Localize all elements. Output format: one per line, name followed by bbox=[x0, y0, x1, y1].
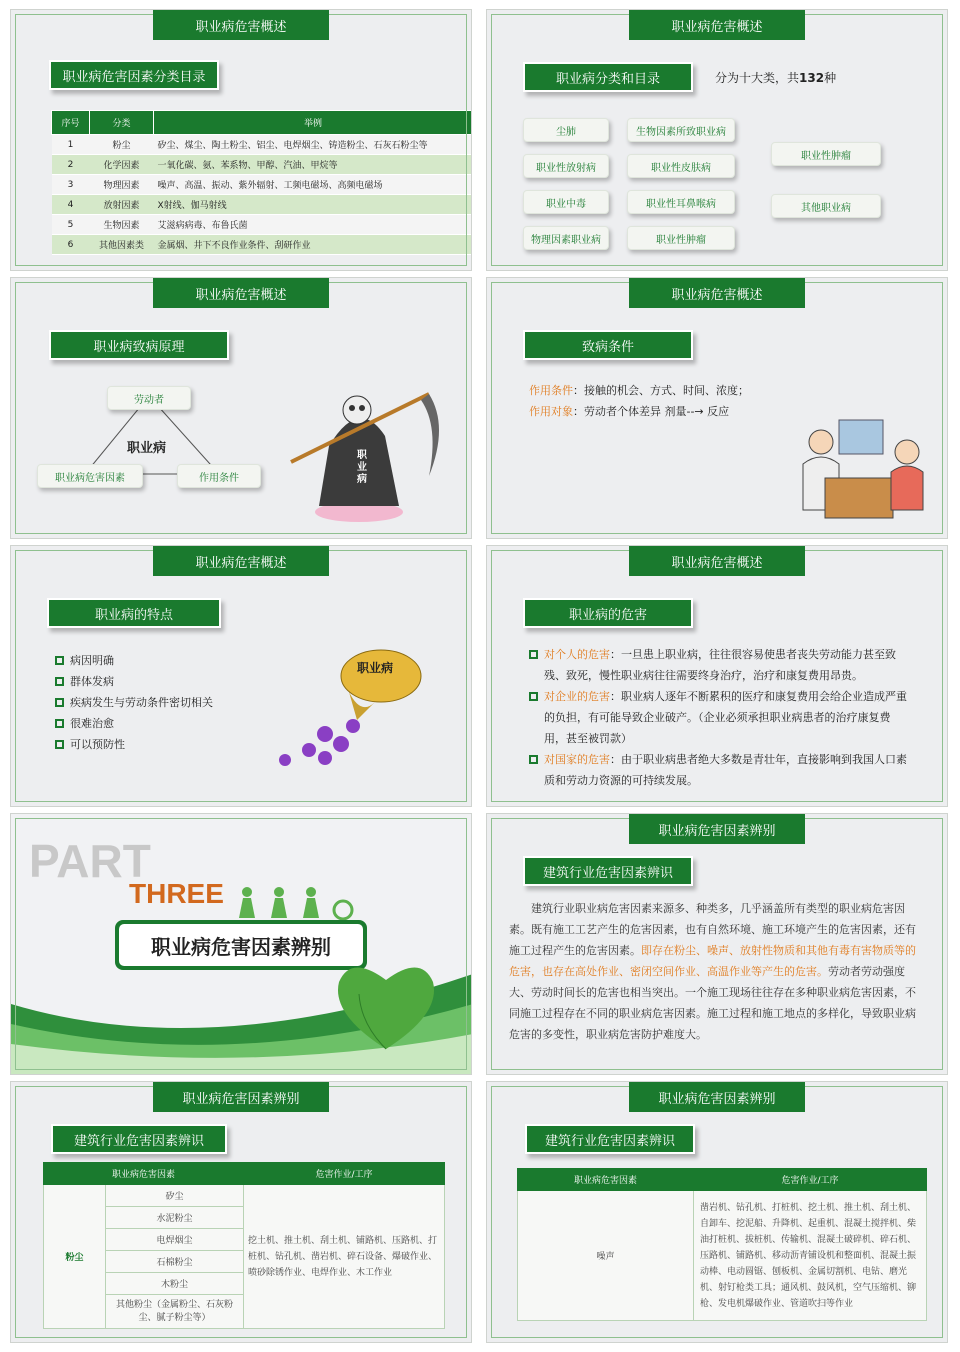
slide-6 bbox=[486, 545, 948, 807]
table-row: 其他粉尘（金属粉尘、石灰粉尘、腻子粉尘等） bbox=[44, 1295, 445, 1329]
table-row: 3 物理因素 噪声、高温、振动、紫外辐射、工频电磁场、高频电磁场 bbox=[52, 175, 473, 195]
category-pill: 职业性耳鼻喉病 bbox=[627, 190, 735, 214]
category-pill: 职业性放射病 bbox=[523, 154, 609, 178]
slide-header: 职业病危害概述 bbox=[629, 546, 805, 576]
section-title: 建筑行业危害因素辨识 bbox=[51, 1124, 227, 1154]
three-text: THREE bbox=[129, 878, 224, 909]
table-row: 粉尘 矽尘 挖土机、推土机、刮土机、铺路机、压路机、打桩机、钻孔机、凿岩机、碎石设备、爆破作业、喷砂除锈作业、电焊作业、木工作业 bbox=[44, 1185, 445, 1207]
category-note: 分为十大类，共132种 bbox=[715, 71, 837, 85]
slide-2 bbox=[486, 9, 948, 271]
reaper-illustration bbox=[289, 386, 459, 526]
slide-1 bbox=[10, 9, 472, 271]
slide-header: 职业病危害概述 bbox=[153, 546, 329, 576]
section-title: 职业病的危害 bbox=[523, 598, 693, 628]
section-title: 职业病致病原理 bbox=[49, 330, 229, 360]
slide-8 bbox=[486, 813, 948, 1075]
slide-header: 职业病危害概述 bbox=[153, 10, 329, 40]
hazard-table bbox=[51, 110, 472, 255]
feature-list bbox=[55, 650, 213, 755]
table-row: 2 化学因素 一氧化碳、氨、苯系物、甲醇、汽油、甲烷等 bbox=[52, 155, 473, 175]
table-row: 石棉粉尘 bbox=[44, 1251, 445, 1273]
condition-line-1: 作用条件：接触的机会、方式、时间、浓度； bbox=[529, 384, 749, 397]
section-title: 建筑行业危害因素辨识 bbox=[523, 856, 693, 886]
reaper-label: 职业病 bbox=[357, 450, 367, 485]
list-item: 群体发病 bbox=[55, 671, 213, 692]
category-pill: 其他职业病 bbox=[771, 194, 881, 218]
slide-4 bbox=[486, 277, 948, 539]
list-item: 对国家的危害：由于职业病患者绝大多数是青壮年，直接影响到我国人口素质和劳动力资源的可持续发展。 bbox=[529, 749, 911, 791]
section-title: 职业病分类和目录 bbox=[523, 62, 693, 92]
col-header: 序号 bbox=[52, 111, 90, 135]
diagram-center: 职业病 bbox=[127, 441, 167, 456]
category-pill: 物理因素职业病 bbox=[523, 226, 609, 250]
harm-list bbox=[529, 644, 911, 791]
table-row: 电焊烟尘 bbox=[44, 1229, 445, 1251]
title-frame bbox=[115, 920, 367, 970]
col-header: 危害作业/工序 bbox=[694, 1169, 927, 1191]
section-title: 职业病的特点 bbox=[47, 598, 221, 628]
leaf-heart-illustration bbox=[331, 954, 441, 1054]
col-header: 职业病危害因素 bbox=[44, 1163, 244, 1185]
list-item: 可以预防性 bbox=[55, 734, 213, 755]
section-title: 致病条件 bbox=[523, 330, 693, 360]
intro-paragraph: 建筑行业职业病危害因素来源多、种类多，几乎涵盖所有类型的职业病危害因素。既有施工工艺产生的危害因素，也有自然环境、施工环境产生的危害因素，还有施工过程产生的危害因素。即存在粉尘、噪声、放射性物质和其他有毒有害物质等的危害，也存在高处作业、密闭空间作业、高温作业等产生的危害。劳动者劳动强度大、劳动时间长的危害也相当突出。一个施工现场往往存在多种职业病危害因素，不同施工过程存在不同的职业病危害因素。施工过程和施工地点的多样化，导致职业病危害的多变性，职业病危害防护难度大。 bbox=[509, 902, 916, 1041]
slide-header: 职业病危害概述 bbox=[629, 278, 805, 308]
slide-7 bbox=[10, 813, 472, 1075]
col-header: 举例 bbox=[154, 111, 473, 135]
slide-3 bbox=[10, 277, 472, 539]
money-bag-illustration bbox=[265, 646, 425, 776]
slide-header: 职业病危害概述 bbox=[629, 10, 805, 40]
category-pill: 职业中毒 bbox=[523, 190, 609, 214]
category-pill: 职业性皮肤病 bbox=[627, 154, 735, 178]
table-row: 水泥粉尘 bbox=[44, 1207, 445, 1229]
diagram-node-right: 作用条件 bbox=[177, 464, 261, 488]
table-row: 木粉尘 bbox=[44, 1273, 445, 1295]
table-row: 4 放射因素 X射线、伽马射线 bbox=[52, 195, 473, 215]
list-item: 对企业的危害：职业病人逐年不断累积的医疗和康复费用会给企业造成严重的负担，有可能导致企业破产。（企业必须承担职业病患者的治疗康复费用，甚至被罚款） bbox=[529, 686, 911, 749]
diagram-node-top: 劳动者 bbox=[107, 386, 191, 410]
table-row: 5 生物因素 艾滋病病毒、布鲁氏菌 bbox=[52, 215, 473, 235]
slide-header: 职业病危害因素辨别 bbox=[153, 1082, 329, 1112]
part-text: PART bbox=[29, 835, 151, 887]
dust-table bbox=[43, 1162, 445, 1329]
runners-icon bbox=[233, 884, 363, 924]
slide-9 bbox=[10, 1081, 472, 1343]
table-row: 噪声 凿岩机、钻孔机、打桩机、挖土机、推土机、刮土机、自卸车、挖泥船、升降机、起重机、混凝土搅拌机、柴油打桩机、拔桩机、传输机、混凝土破碎机、碎石机、压路机、铺路机、移动沥青铺设机和整面机、混凝土振动棒、电动圆锯、刨板机、金属切割机、电钻、磨光机、射钉枪类工具；通风机、鼓风机，空气压缩机、铆枪、发电机爆破作业、管道吹扫等作业 bbox=[518, 1191, 927, 1321]
category-pill: 职业性肿瘤 bbox=[627, 226, 735, 250]
slide-header: 职业病危害因素辨别 bbox=[629, 814, 805, 844]
list-item: 病因明确 bbox=[55, 650, 213, 671]
category-pill: 尘肺 bbox=[523, 118, 609, 142]
col-header: 分类 bbox=[90, 111, 154, 135]
doctor-illustration bbox=[789, 414, 939, 526]
diagram-node-left: 职业病危害因素 bbox=[37, 464, 143, 488]
slide-5 bbox=[10, 545, 472, 807]
table-row: 1 粉尘 矽尘、煤尘、陶土粉尘、铝尘、电焊烟尘、铸造粉尘、石灰石粉尘等 bbox=[52, 135, 473, 155]
table-row: 6 其他因素类 金属烟、井下不良作业条件、刮研作业 bbox=[52, 235, 473, 255]
part-title: 职业病危害因素辨别 bbox=[119, 924, 363, 966]
slide-10 bbox=[486, 1081, 948, 1343]
condition-line-2: 作用对象：劳动者个体差异 剂量--→ 反应 bbox=[529, 405, 730, 418]
category-pill: 生物因素所致职业病 bbox=[627, 118, 735, 142]
bag-label: 职业病 bbox=[357, 661, 394, 675]
slide-header: 职业病危害概述 bbox=[153, 278, 329, 308]
list-item: 疾病发生与劳动条件密切相关 bbox=[55, 692, 213, 713]
noise-table bbox=[517, 1168, 927, 1321]
list-item: 对个人的危害：一旦患上职业病，往往很容易使患者丧失劳动能力甚至致残、致死，慢性职业病往往需要终身治疗，治疗和康复费用昂贵。 bbox=[529, 644, 911, 686]
slide-header: 职业病危害因素辨别 bbox=[629, 1082, 805, 1112]
col-header: 危害作业/工序 bbox=[244, 1163, 445, 1185]
section-title: 建筑行业危害因素辨识 bbox=[525, 1124, 695, 1154]
list-item: 很难治愈 bbox=[55, 713, 213, 734]
category-pill: 职业性肿瘤 bbox=[771, 142, 881, 166]
col-header: 职业病危害因素 bbox=[518, 1169, 694, 1191]
section-title: 职业病危害因素分类目录 bbox=[49, 60, 219, 90]
